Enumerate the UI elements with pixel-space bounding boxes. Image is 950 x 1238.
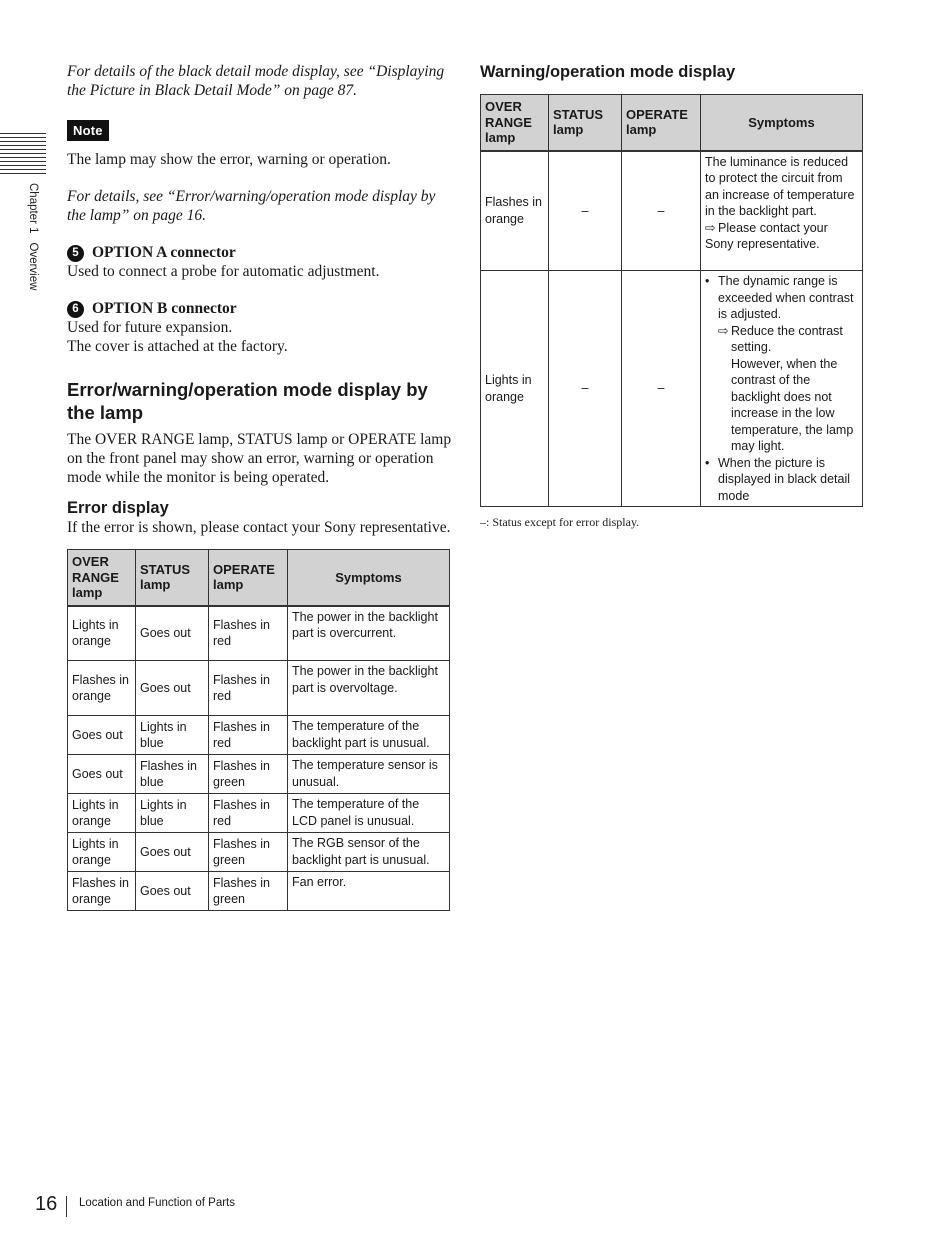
table-cell: Flashes in red (209, 661, 288, 716)
chapter-tab-lines (0, 133, 46, 173)
table-row (68, 716, 450, 755)
bullet-text: The dynamic range is exceeded when contrast is adjusted. (718, 274, 854, 321)
warning-display-heading: Warning/operation mode display (480, 63, 736, 81)
col-header-operate: OPERATE lamp (209, 550, 288, 606)
bullet-icon: • (705, 274, 710, 288)
table-cell: Flashes in green (209, 755, 288, 794)
action-note: However, when the contrast of the backlight does not increase in the low temperature, the lamp may light. (731, 356, 854, 453)
symptom-text: The luminance is reduced to protect the circuit from an increase of temperature in the backlight part. (705, 154, 855, 218)
table-cell: Lights in orange (481, 271, 549, 507)
option-a-section (67, 243, 452, 281)
section-heading: Error/warning/operation mode display by the lamp (67, 379, 428, 423)
error-display-reference: For details, see “Error/warning/operation mode display by the lamp” on page 16. (67, 188, 436, 224)
table-cell: Flashes in orange (68, 661, 136, 716)
col-header-symptoms: Symptoms (701, 95, 863, 151)
table-cell: The temperature sensor is unusual. (288, 755, 450, 794)
note-badge: Note (67, 120, 109, 141)
col-header-over-range: OVER RANGE lamp (68, 550, 136, 606)
table-cell: Flashes in orange (481, 151, 549, 271)
table-cell: Flashes in orange (68, 872, 136, 911)
table-cell: – (622, 151, 701, 271)
option-b-description: Used for future expansion. (67, 319, 233, 336)
option-a-description: Used to connect a probe for automatic adjustment. (67, 263, 380, 280)
table-row (481, 271, 863, 507)
table-cell: Flashes in red (209, 794, 288, 833)
note-block (67, 120, 452, 141)
table-cell: Flashes in red (209, 606, 288, 661)
table-cell: Goes out (136, 606, 209, 661)
page-number: 16 (35, 1193, 58, 1215)
col-header-symptoms: Symptoms (288, 550, 450, 606)
table-cell: Flashes in blue (136, 755, 209, 794)
arrow-right-icon: ⇨ (705, 220, 716, 235)
error-table (67, 549, 450, 911)
option-b-cover-note: The cover is attached at the factory. (67, 338, 288, 355)
symptom-cell (701, 271, 863, 507)
table-footnote: –: Status except for error display. (480, 515, 640, 529)
section-intro: The OVER RANGE lamp, STATUS lamp or OPERATE lamp on the front panel may show an error, warning or operation mode while the monitor is being operated. (67, 431, 452, 486)
table-cell: Lights in orange (68, 606, 136, 661)
col-header-operate: OPERATE lamp (622, 95, 701, 151)
table-row (68, 872, 450, 911)
table-cell: The power in the backlight part is overvoltage. (288, 661, 450, 716)
action-line (705, 220, 858, 253)
bullet-item (705, 455, 858, 505)
table-cell: Fan error. (288, 872, 450, 911)
footer-divider (66, 1196, 67, 1217)
option-b-heading (67, 299, 452, 318)
callout-5-icon: 5 (67, 245, 84, 262)
table-cell: The RGB sensor of the backlight part is unusual. (288, 833, 450, 872)
table-cell: Flashes in green (209, 833, 288, 872)
col-header-status: STATUS lamp (136, 550, 209, 606)
option-b-title: OPTION B connector (92, 300, 237, 317)
bullet-icon: • (705, 455, 710, 470)
table-row (68, 833, 450, 872)
table-cell: The temperature of the LCD panel is unusual. (288, 794, 450, 833)
table-cell: Lights in blue (136, 794, 209, 833)
symptom-cell (701, 151, 863, 271)
table-cell: – (549, 271, 622, 507)
option-a-heading (67, 243, 452, 262)
warning-table (480, 94, 863, 507)
table-cell: Flashes in red (209, 716, 288, 755)
table-row (68, 794, 450, 833)
right-column (480, 62, 865, 530)
table-cell: Goes out (68, 755, 136, 794)
action-text: Please contact your Sony representative. (705, 220, 828, 251)
table-row (68, 755, 450, 794)
col-header-status: STATUS lamp (549, 95, 622, 151)
bullet-item (705, 273, 858, 323)
table-cell: Lights in orange (68, 833, 136, 872)
table-row (481, 151, 863, 271)
side-chapter-label (27, 183, 39, 299)
black-detail-reference: For details of the black detail mode display, see “Displaying the Picture in Black Detail Mode” on page 87. (67, 63, 445, 99)
table-cell: Lights in blue (136, 716, 209, 755)
chapter-title: Overview (27, 242, 39, 291)
col-header-over-range: OVER RANGE lamp (481, 95, 549, 151)
table-cell: Goes out (136, 661, 209, 716)
bullet-text: When the picture is displayed in black detail mode (718, 455, 851, 503)
chapter-number: Chapter 1 (27, 183, 39, 234)
note-text: The lamp may show the error, warning or operation. (67, 151, 391, 168)
table-cell: Goes out (136, 872, 209, 911)
table-cell: Flashes in green (209, 872, 288, 911)
arrow-right-icon: ⇨ (718, 323, 729, 338)
option-a-title: OPTION A connector (92, 244, 236, 261)
option-b-section (67, 299, 452, 356)
table-cell: The temperature of the backlight part is unusual. (288, 716, 450, 755)
table-cell: – (549, 151, 622, 271)
table-cell: Goes out (136, 833, 209, 872)
error-display-heading: Error display (67, 499, 169, 517)
callout-6-icon: 6 (67, 301, 84, 318)
table-row (68, 606, 450, 661)
left-column (67, 62, 452, 911)
table-cell: Lights in orange (68, 794, 136, 833)
action-text: Reduce the contrast setting. (731, 323, 843, 354)
table-cell: Goes out (68, 716, 136, 755)
table-cell: – (622, 271, 701, 507)
action-line (705, 323, 858, 356)
table-cell: The power in the backlight part is overcurrent. (288, 606, 450, 661)
table-row (68, 661, 450, 716)
footer-title: Location and Function of Parts (79, 1197, 235, 1209)
error-display-text: If the error is shown, please contact your Sony representative. (67, 519, 451, 536)
